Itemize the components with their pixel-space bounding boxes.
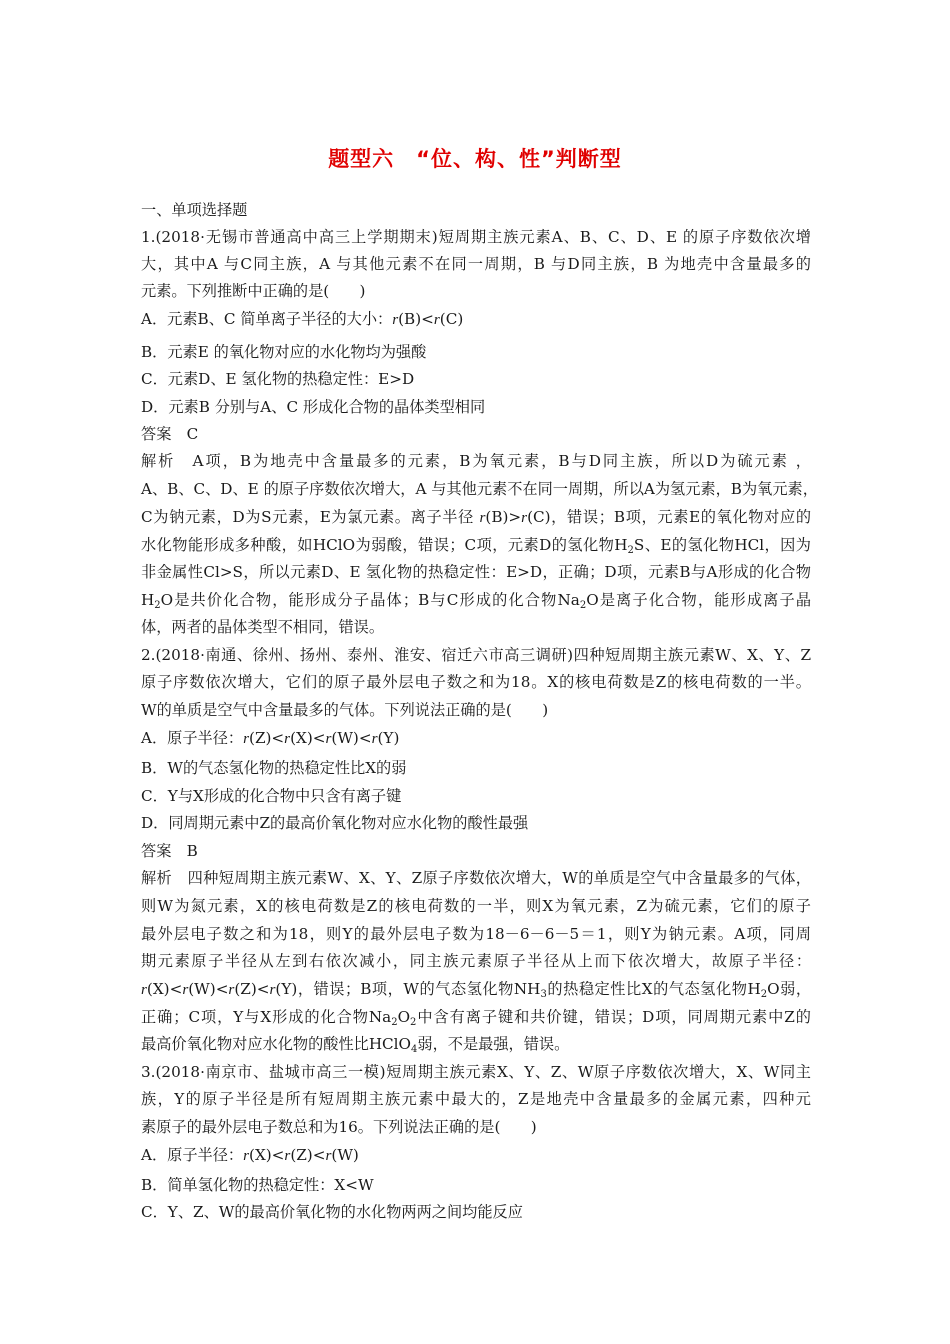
q2-explanation-line-1: 解析 四种短周期主族元素W、X、Y、Z原子序数依次增大，W的单质是空气中含量最多的气体，	[141, 869, 811, 887]
q3-stem-line-2: 族，Y的原子半径是所有短周期主族元素中最大的，Z是地壳中含量最多的金属元素，四种元	[141, 1090, 811, 1108]
q1-option-c: C．元素D、E 氢化物的热稳定性：E>D	[141, 370, 415, 388]
q3-option-c: C．Y、Z、W的最高价氧化物的水化物两两之间均能反应	[141, 1203, 523, 1221]
var: r	[479, 509, 486, 526]
text: O	[397, 1008, 411, 1026]
q1-explanation-line-5: 非金属性Cl>S，所以元素D、E 氢化物的热稳定性：E>D，正确；D项，元素B与A形成的化合物	[141, 563, 811, 581]
q1-explanation-line-2: A、B、C、D、E 的原子序数依次增大，A 与其他元素不在同一周期，所以A为氢元素，B为氧元素，	[141, 480, 818, 498]
q1-stem-line-1: 1.(2018·无锡市普通高中高三上学期期末)短周期主族元素A、B、C、D、E 的原子序数依次增	[141, 228, 811, 246]
q1-stem-line-2: 大，其中A 与C同主族，A 与其他元素不在同一周期，B 与D同主族，B 为地壳中含量最多的	[141, 255, 811, 273]
var: r	[325, 730, 332, 747]
text: (Z)<	[234, 980, 270, 998]
var: r	[243, 730, 250, 747]
q1-option-b: B．元素E 的氧化物对应的水化物均为强酸	[141, 343, 427, 361]
q2-option-b: B．W的气态氢化物的热稳定性比X的弱	[141, 759, 407, 777]
subscript: 2	[579, 600, 587, 611]
text: 中含有离子键和共价键，错误；D项，同周期元素中Z的	[416, 1008, 811, 1026]
text: H	[141, 591, 155, 609]
q3-stem-line-3: 素原子的最外层电子数总和为16。下列说法正确的是( )	[141, 1118, 537, 1136]
q1-option-d: D．元素B 分别与A、C 形成化合物的晶体类型相同	[141, 398, 486, 416]
q1-explanation-line-1: 解析 A项，B为地壳中含量最多的元素，B为氧元素，B与D同主族，所以D为硫元素 ，	[141, 452, 811, 470]
q3-option-b: B．简单氢化物的热稳定性：X<W	[141, 1176, 374, 1194]
text: (W)	[331, 1146, 359, 1164]
text: (Y)，错误；B项，W的气态氢化物NH	[275, 980, 541, 998]
text: (B)>	[485, 508, 522, 526]
var: r	[325, 1147, 332, 1164]
var: r	[228, 981, 235, 998]
q1-explanation-line-6	[141, 590, 811, 610]
q2-option-a	[141, 728, 399, 749]
subscript: 3	[540, 989, 547, 1000]
subscript: 2	[154, 600, 161, 611]
text: (Y)	[377, 729, 400, 747]
section-heading: 一、单项选择题	[141, 201, 248, 219]
q1-answer: 答案 C	[141, 425, 199, 443]
q2-explanation-line-7	[141, 1034, 569, 1054]
text: (C)，错误；B项，元素E的氧化物对应的	[527, 508, 812, 526]
text: (W)<	[188, 980, 229, 998]
text: S、E的氢化物HCl，因为	[633, 536, 811, 554]
q2-stem-line-2: 原子序数依次增大，它们的原子最外层电子数之和为18。X的核电荷数是Z的核电荷数的一半。	[141, 673, 811, 691]
text: (X)<	[290, 729, 326, 747]
q1-option-a	[141, 309, 463, 330]
var: r	[141, 981, 147, 998]
text: A．原子半径：	[141, 1146, 244, 1164]
q2-explanation-line-6	[141, 1007, 811, 1027]
text: C为钠元素，D为S元素，E为氯元素。离子半径	[141, 508, 480, 526]
subscript: 2	[391, 1017, 398, 1028]
text: (B)<	[398, 310, 434, 328]
var: r	[392, 311, 399, 328]
subscript: 2	[410, 1017, 417, 1028]
text: O是共价化合物，能形成分子晶体；B与C形成的化合物Na	[160, 591, 580, 609]
q1-explanation-line-4	[141, 535, 811, 555]
q2-explanation-line-2: 则W为氮元素，X的核电荷数是Z的核电荷数的一半，则X为氧元素，Z为硫元素，它们的原子	[141, 897, 811, 915]
var: r	[433, 311, 440, 328]
text: O是离子化合物，能形成离子晶	[586, 591, 812, 609]
text: (Z)<	[290, 1146, 326, 1164]
q2-explanation-line-4: 期元素原子半径从左到右依次减小，同主族元素原子半径从上而下依次增大，故原子半径：	[141, 952, 811, 970]
var: r	[269, 981, 276, 998]
q2-stem-line-3: W的单质是空气中含量最多的气体。下列说法正确的是( )	[141, 701, 549, 719]
q2-option-c: C．Y与X形成的化合物中只含有离子键	[141, 787, 402, 805]
text: (X)<	[249, 1146, 285, 1164]
subscript: 2	[627, 545, 634, 556]
var: r	[521, 509, 528, 526]
q2-option-d: D．同周期元素中Z的最高价氧化物对应水化物的酸性最强	[141, 814, 529, 832]
q2-stem-line-1: 2.(2018·南通、徐州、扬州、泰州、淮安、宿迁六市高三调研)四种短周期主族元素W、X、Y、Z	[141, 646, 811, 664]
text: 正确；C项，Y与X形成的化合物Na	[141, 1008, 392, 1026]
text: (X)<	[146, 980, 183, 998]
q1-explanation-line-7: 体，两者的晶体类型不相同，错误。	[141, 618, 384, 636]
q2-explanation-line-3: 最外层电子数之和为18，则Y的最外层电子数为18－6－6－5＝1，则Y为钠元素。A项，同周	[141, 925, 811, 943]
text: A．元素B、C 简单离子半径的大小：	[141, 310, 393, 328]
var: r	[284, 1147, 291, 1164]
var: r	[284, 730, 291, 747]
text: 的热稳定性比X的气态氢化物H	[546, 980, 761, 998]
text: O弱，	[767, 980, 812, 998]
text: 最高价氧化物对应水化物的酸性比HClO	[141, 1035, 411, 1053]
text: (W)<	[331, 729, 372, 747]
q3-stem-line-1: 3.(2018·南京市、盐城市高三一模)短周期主族元素X、Y、Z、W原子序数依次增大，X、W同主	[141, 1063, 811, 1081]
q3-option-a	[141, 1145, 359, 1166]
text: 弱，不是最强，错误。	[417, 1035, 570, 1053]
var: r	[371, 730, 378, 747]
page-title: 题型六 “位、构、性”判断型	[328, 147, 622, 171]
subscript: 2	[760, 989, 768, 1000]
q2-answer: 答案 B	[141, 842, 198, 860]
text: A．原子半径：	[141, 729, 244, 747]
subscript: 4	[411, 1044, 418, 1055]
q1-explanation-line-3	[141, 507, 811, 528]
q2-explanation-line-5	[141, 979, 811, 1000]
var: r	[182, 981, 189, 998]
text: (Z)<	[249, 729, 285, 747]
var: r	[243, 1147, 250, 1164]
q1-stem-line-3: 元素。下列推断中正确的是( )	[141, 282, 366, 300]
text: 水化物能形成多种酸，如HClO为弱酸，错误；C项，元素D的氢化物H	[141, 536, 628, 554]
text: (C)	[439, 310, 464, 328]
